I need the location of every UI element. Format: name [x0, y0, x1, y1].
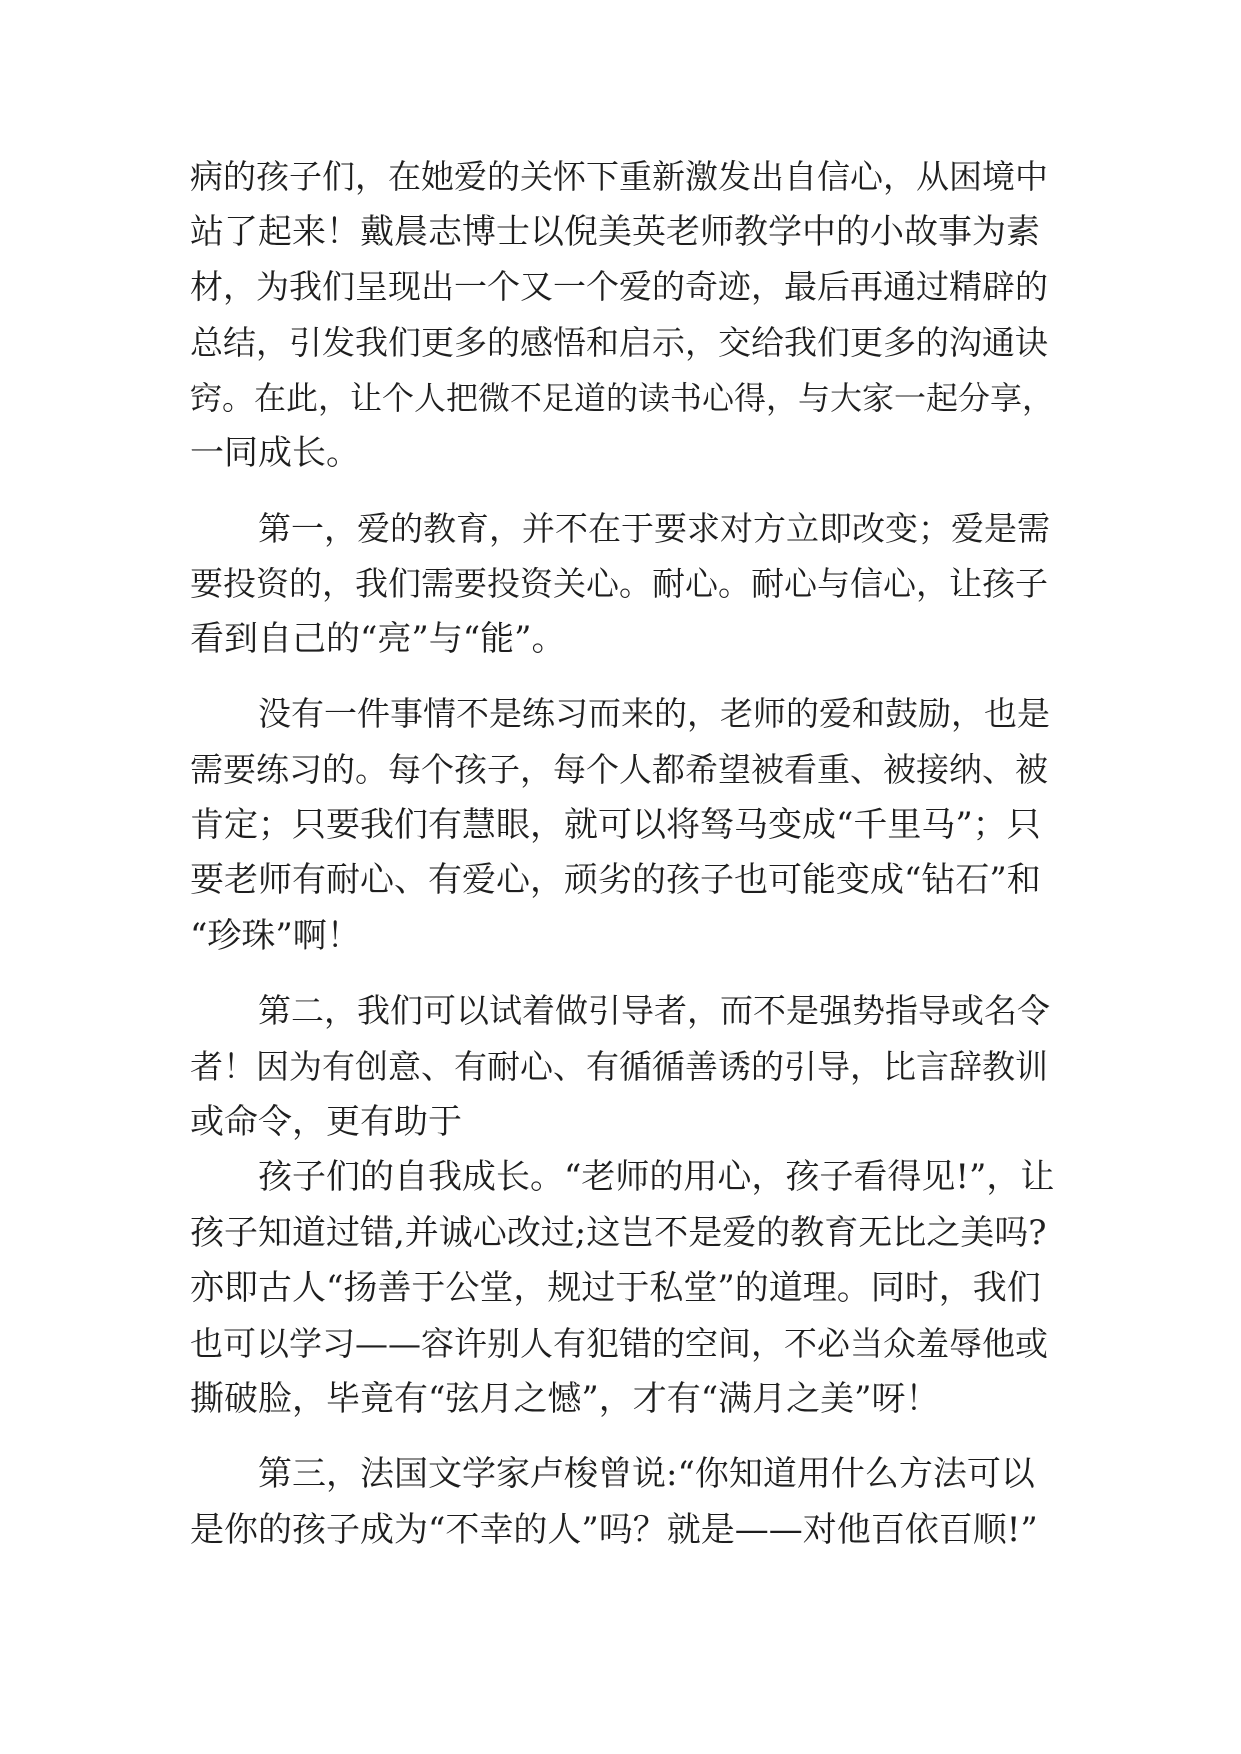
text-line: “珍珠”啊！	[190, 916, 361, 956]
text-line: 病的孩子们，在她爱的关怀下重新激发出自信心，从困境中	[190, 157, 1048, 196]
text-line: 要投资的，我们需要投资关心。耐心。耐心与信心，让孩子	[190, 564, 1048, 603]
text-line: 或命令，更有助于	[190, 1102, 462, 1142]
text-line: 一同成长。	[190, 433, 360, 473]
text-line: 亦即古人“扬善于公堂，规过于私堂”的道理。同时，我们	[190, 1268, 1041, 1308]
paragraph-first-line: 第三，法国文学家卢梭曾说:“你知道用什么方法可以	[258, 1454, 1035, 1494]
paragraph-first-line: 没有一件事情不是练习而来的，老师的爱和鼓励，也是	[258, 694, 1050, 733]
text-line: 要老师有耐心、有爱心，顽劣的孩子也可能变成“钻石”和	[190, 860, 1041, 900]
text-line: 站了起来！戴晨志博士以倪美英老师教学中的小故事为素	[190, 212, 1040, 252]
text-line: 总结，引发我们更多的感悟和启示，交给我们更多的沟通诀	[190, 323, 1048, 362]
text-line: 也可以学习——容许别人有犯错的空间，不必当众羞辱他或	[190, 1324, 1048, 1363]
paragraph-first-line: 第二，我们可以试着做引导者，而不是强势指导或名令	[258, 991, 1050, 1030]
text-line: 者！因为有创意、有耐心、有循循善诱的引导，比言辞教训	[190, 1047, 1048, 1086]
text-line: 肯定；只要我们有慧眼，就可以将驽马变成“千里马”；只	[190, 805, 1041, 845]
text-line: 是你的孩子成为“不幸的人”吗？就是——对他百依百顺!”	[190, 1510, 1038, 1550]
text-line: 需要练习的。每个孩子，每个人都希望被看重、被接纳、被	[190, 750, 1048, 789]
text-line: 看到自己的“亮”与“能”。	[190, 619, 566, 659]
text-line: 材，为我们呈现出一个又一个爱的奇迹，最后再通过精辟的	[190, 267, 1048, 306]
paragraph-first-line: 第一，爱的教育，并不在于要求对方立即改变；爱是需	[258, 509, 1050, 548]
text-line: 孩子知道过错,并诚心改过;这岂不是爱的教育无比之美吗?	[190, 1213, 1047, 1253]
text-line: 窍。在此，让个人把微不足道的读书心得，与大家一起分享，	[190, 379, 1055, 417]
paragraph-first-line: 孩子们的自我成长。“老师的用心，孩子看得见!”，让	[258, 1157, 1055, 1197]
text-line: 撕破脸，毕竟有“弦月之憾”，才有“满月之美”呀！	[190, 1379, 940, 1419]
